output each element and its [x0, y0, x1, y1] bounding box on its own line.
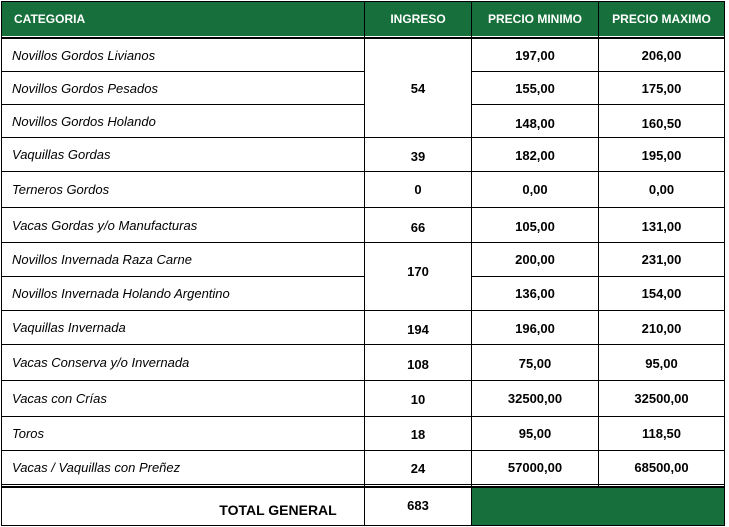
row-categoria: Novillos Gordos Livianos: [12, 48, 156, 63]
precio-maximo-value: 195,00: [641, 148, 682, 163]
header-precio-maximo: PRECIO MAXIMO: [599, 2, 724, 36]
row-divider: [1, 276, 364, 277]
ingreso-value: 66: [410, 219, 426, 235]
total-green-block: [472, 488, 724, 526]
ingreso-value: 24: [410, 461, 426, 476]
precio-minimo-value: 95,00: [518, 426, 552, 441]
row-divider: [471, 71, 725, 72]
col-divider: [598, 1, 599, 487]
precio-minimo-value: 32500,00: [507, 391, 563, 406]
row-categoria: Vaquillas Invernada: [12, 320, 126, 335]
row-categoria: Terneros Gordos: [12, 182, 110, 197]
row-categoria: Vacas / Vaquillas con Preñez: [12, 460, 181, 475]
border-top: [1, 1, 725, 2]
row-divider: [1, 104, 364, 105]
precio-maximo-value: 131,00: [641, 218, 682, 234]
precio-minimo-value: 105,00: [515, 218, 555, 234]
col-divider: [471, 1, 472, 526]
row-categoria: Novillos Invernada Holando Argentino: [12, 286, 230, 301]
ingreso-value: 18: [410, 427, 426, 442]
row-categoria: Novillos Invernada Raza Carne: [12, 252, 192, 267]
row-divider: [1, 71, 364, 72]
precio-maximo-value: 0,00: [648, 182, 675, 197]
row-divider: [1, 310, 725, 311]
row-divider: [471, 104, 725, 105]
row-categoria: Novillos Gordos Pesados: [12, 80, 158, 96]
total-top-line: [1, 486, 725, 488]
row-divider: [1, 484, 725, 485]
row-categoria: Vaquillas Gordas: [12, 147, 111, 162]
row-divider: [1, 171, 725, 172]
precio-maximo-value: 118,50: [641, 426, 682, 441]
ingreso-value: 54: [410, 81, 426, 96]
precio-minimo-value: 197,00: [515, 48, 555, 63]
precio-minimo-value: 200,00: [515, 252, 555, 267]
ingreso-value: 170: [407, 263, 429, 279]
precio-maximo-value: 95,00: [645, 356, 678, 371]
precio-maximo-value: 206,00: [641, 48, 682, 63]
precio-minimo-value: 75,00: [518, 356, 552, 371]
precio-minimo-value: 196,00: [515, 321, 555, 336]
precio-maximo-value: 154,00: [641, 286, 682, 301]
ingreso-value: 194: [407, 322, 429, 337]
ingreso-value: 0: [414, 182, 422, 197]
row-divider: [1, 380, 725, 381]
header-bottom: [1, 37, 725, 39]
row-divider: [1, 450, 725, 451]
precio-maximo-value: 231,00: [641, 252, 682, 267]
precio-maximo-value: 210,00: [641, 321, 682, 336]
precio-minimo-value: 136,00: [515, 286, 555, 301]
row-divider: [1, 207, 725, 208]
border-left: [1, 1, 2, 526]
ingreso-value: 39: [410, 149, 426, 164]
total-value: 683: [407, 498, 429, 513]
row-divider: [1, 416, 725, 417]
row-divider: [1, 242, 725, 243]
header-categoria: CATEGORIA: [2, 2, 364, 36]
header-precio-minimo: PRECIO MINIMO: [472, 2, 598, 36]
precio-minimo-value: 182,00: [515, 148, 555, 163]
border-bottom: [1, 525, 725, 526]
precio-minimo-value: 155,00: [515, 80, 555, 96]
col-divider: [364, 1, 365, 526]
precio-maximo-value: 175,00: [641, 80, 682, 96]
row-divider: [1, 344, 725, 345]
precio-minimo-value: 0,00: [522, 182, 548, 197]
total-label: TOTAL GENERAL: [219, 501, 337, 518]
ingreso-value: 10: [410, 392, 426, 407]
ingreso-value: 108: [407, 357, 429, 372]
precio-maximo-value: 32500,00: [634, 391, 689, 406]
header-ingreso: INGRESO: [365, 2, 471, 36]
border-right: [724, 1, 725, 526]
row-categoria: Novillos Gordos Holando: [12, 113, 156, 129]
row-categoria: Vacas Gordas y/o Manufacturas: [12, 217, 198, 233]
precio-maximo-value: 68500,00: [634, 460, 689, 475]
precio-minimo-value: 148,00: [515, 115, 555, 131]
row-divider: [471, 276, 725, 277]
row-divider: [1, 137, 725, 138]
row-categoria: Vacas Conserva y/o Invernada: [12, 355, 190, 370]
row-categoria: Toros: [12, 426, 45, 441]
precio-minimo-value: 57000,00: [507, 460, 563, 475]
row-categoria: Vacas con Crías: [12, 391, 107, 406]
precio-maximo-value: 160,50: [641, 115, 682, 131]
